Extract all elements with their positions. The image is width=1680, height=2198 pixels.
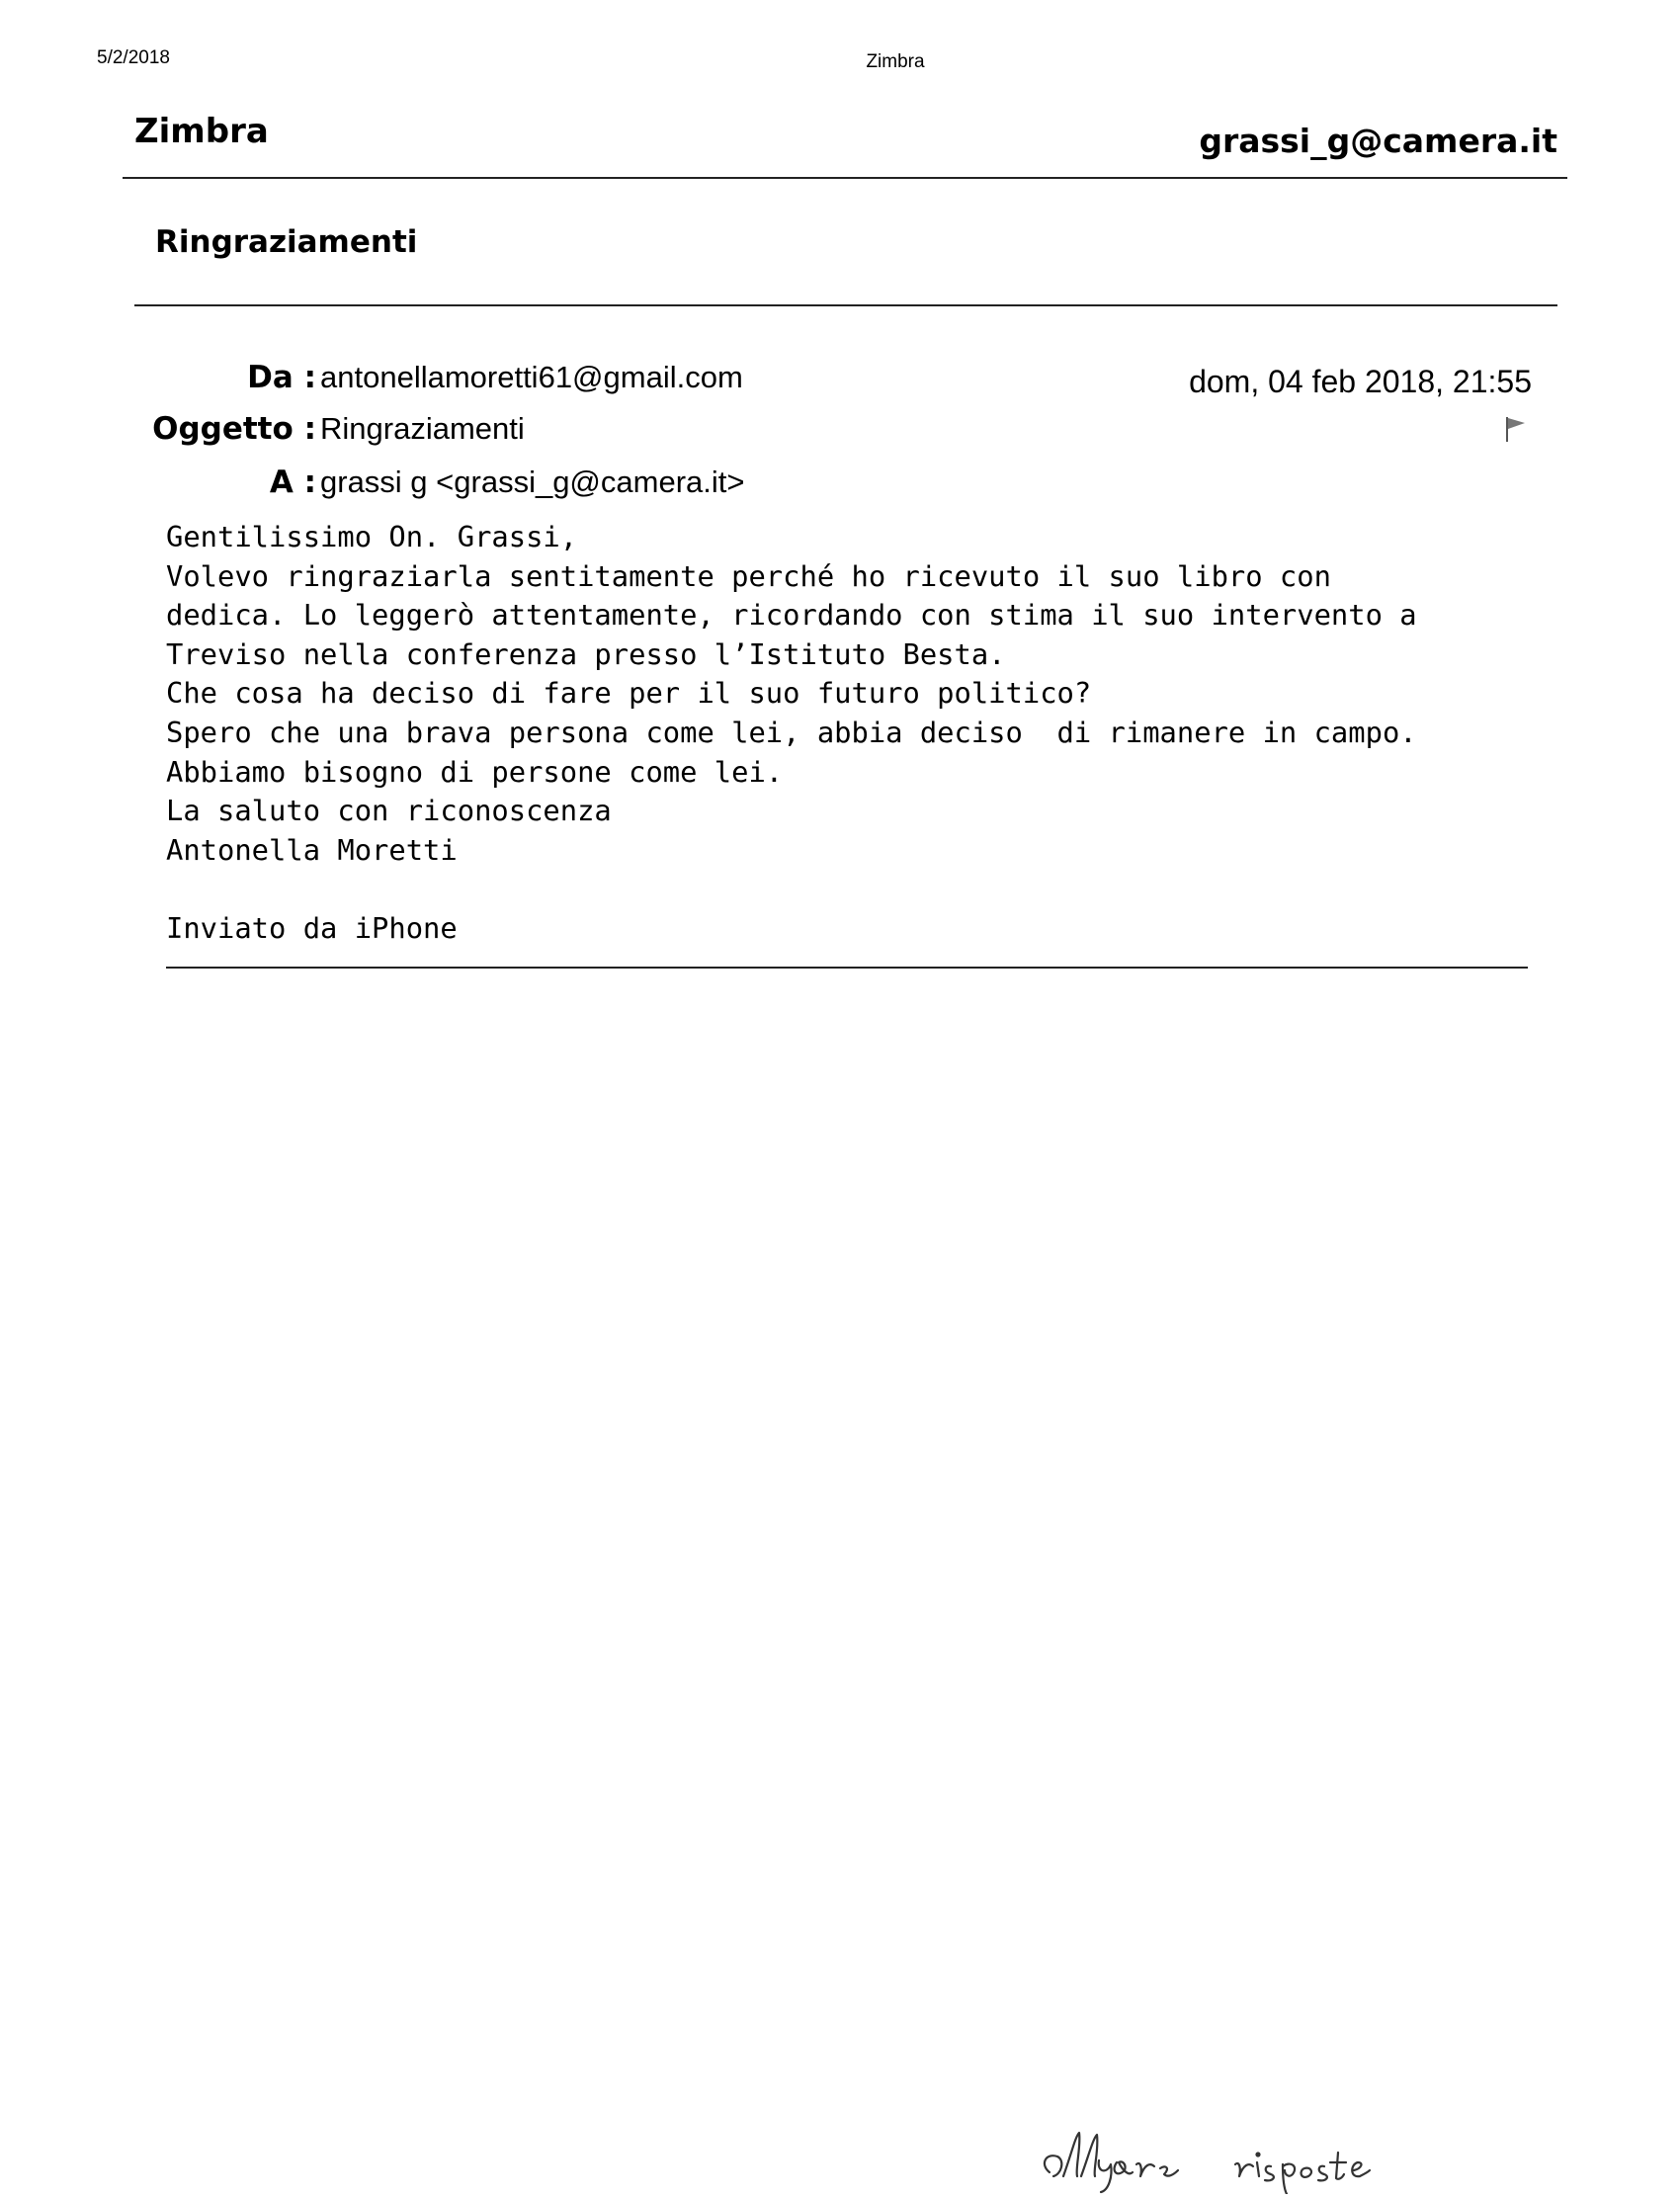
message-body [166,518,1550,949]
subject-divider [134,304,1557,306]
handwritten-note [1038,2125,1453,2194]
mail-signature: Inviato da iPhone [166,910,458,945]
body-line: La saluto con riconoscenza [166,794,612,828]
from-label: Da : [247,360,316,395]
print-title: Zimbra [866,51,925,72]
header-divider [123,177,1567,179]
body-line: dedica. Lo leggerò attentamente, ricordando con stima il suo intervento a [166,598,1417,633]
subject-label: Oggetto : [152,411,316,447]
to-value[interactable]: grassi g <grassi_g@camera.it> [320,465,745,499]
subject-heading: Ringraziamenti [155,224,418,260]
message-end-divider [166,967,1528,969]
body-line: Che cosa ha deciso di fare per il suo futuro politico? [166,676,1092,711]
body-line: Treviso nella conferenza presso l’Istituto Besta. [166,636,1006,671]
account-email: grassi_g@camera.it [1199,122,1557,160]
body-line: Spero che una brava persona come lei, abbia deciso di rimanere in campo. [166,715,1417,749]
app-name: Zimbra [134,112,269,151]
body-line: Gentilissimo On. Grassi, [166,520,578,553]
print-date: 5/2/2018 [97,47,170,68]
from-value[interactable]: antonellamoretti61@gmail.com [320,360,743,394]
to-label: A : [269,465,316,500]
subject-value: Ringraziamenti [320,411,525,446]
body-line: Abbiamo bisogno di persone come lei. [166,754,784,789]
body-line: Antonella Moretti [166,832,458,867]
body-line: Volevo ringraziarla sentitamente perché ho ricevuto il suo libro con [166,558,1331,593]
flag-icon[interactable] [1504,415,1528,443]
sent-date: dom, 04 feb 2018, 21:55 [1189,364,1532,399]
